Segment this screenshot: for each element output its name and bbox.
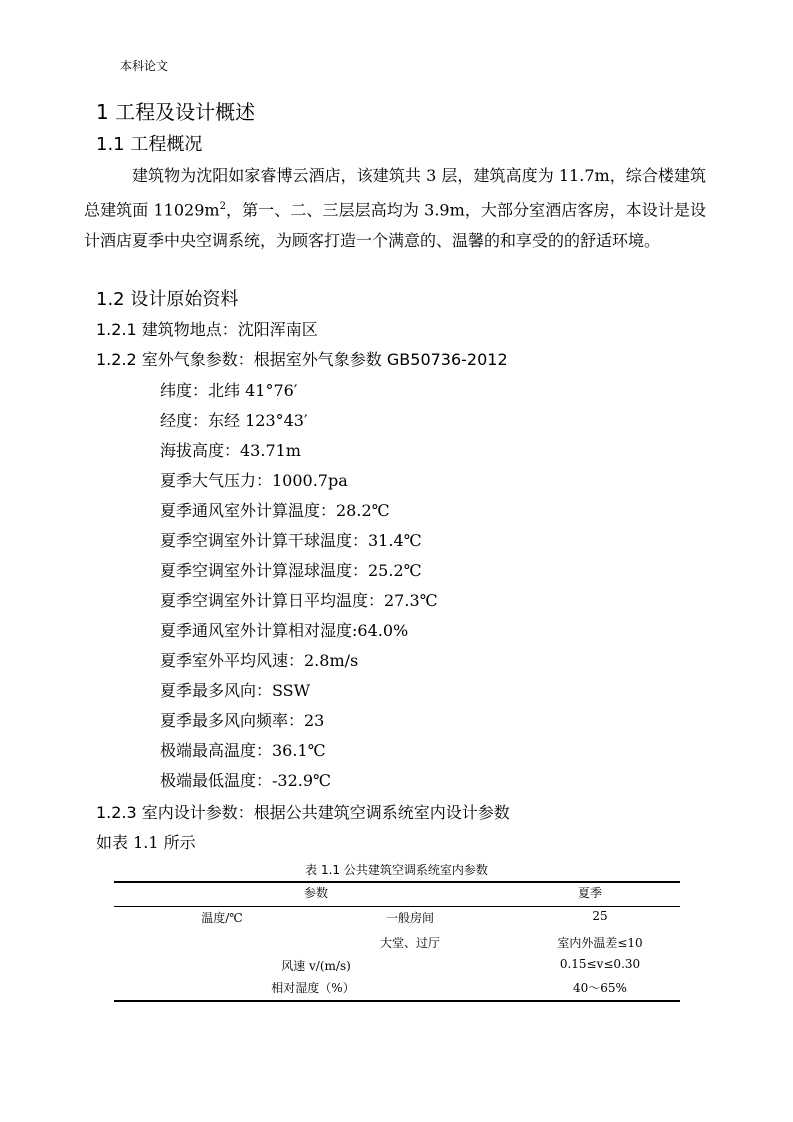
climate-item: 夏季大气压力：1000.7pa bbox=[160, 471, 348, 490]
table-header-summer: 夏季 bbox=[577, 886, 602, 900]
section-heading-1-2: 1.2 设计原始资料 bbox=[96, 289, 239, 310]
table-row2-val: 室内外温差≤10 bbox=[557, 936, 643, 950]
table-header-param: 参数 bbox=[303, 886, 328, 900]
climate-item: 夏季空调室外计算湿球温度：25.2℃ bbox=[160, 561, 422, 580]
table-temp-label: 温度/℃ bbox=[201, 911, 243, 925]
overview-text-b: ，第一、二、三层层高均为 3.9m，大部分室酒店客房，本设计是设计酒店夏季中央空调系统，为顾客打造一个满意的、温馨的和享受的的舒适环境。 bbox=[84, 200, 706, 251]
section-heading-1-2-2: 1.2.2 室外气象参数：根据室外气象参数 GB50736-2012 bbox=[96, 350, 508, 369]
table-row1-val: 25 bbox=[592, 909, 608, 923]
table-intro: 如表 1.1 所示 bbox=[96, 833, 196, 852]
climate-item: 极端最高温度：36.1℃ bbox=[160, 741, 326, 760]
page-header: 本科论文 bbox=[120, 59, 169, 73]
section-heading-1: 1 工程及设计概述 bbox=[96, 100, 256, 124]
table-header-rule bbox=[114, 906, 680, 907]
section-heading-1-1: 1.1 工程概况 bbox=[96, 134, 203, 155]
table-row4-val: 40～65% bbox=[573, 981, 627, 995]
outdoor-climate-list bbox=[160, 376, 438, 796]
climate-item: 夏季最多风向：SSW bbox=[160, 681, 311, 700]
table-row1-sub: 一般房间 bbox=[385, 911, 434, 925]
table-row2-sub: 大堂、过厅 bbox=[379, 936, 440, 950]
table-caption: 表 1.1 公共建筑空调系统室内参数 bbox=[305, 863, 488, 877]
climate-item: 纬度：北纬 41°76′ bbox=[160, 381, 298, 400]
climate-item: 海拔高度：43.71m bbox=[160, 441, 301, 460]
climate-item: 夏季空调室外计算干球温度：31.4℃ bbox=[160, 531, 422, 550]
climate-item: 夏季空调室外计算日平均温度：27.3℃ bbox=[160, 591, 438, 610]
table-row3-label: 风速 v/(m/s) bbox=[281, 959, 351, 973]
table-bottom-rule bbox=[114, 1000, 680, 1002]
table-row4-label: 相对湿度（%） bbox=[271, 981, 355, 995]
climate-item: 夏季室外平均风速：2.8m/s bbox=[160, 651, 359, 670]
overview-text-a: 建筑物为沈阳如家睿博云酒店，该建筑共 3 层，建筑高度为 11.7m，综合楼建筑总建筑面 11029m bbox=[84, 166, 706, 220]
climate-item: 夏季通风室外计算相对湿度:64.0% bbox=[160, 621, 409, 640]
overview-paragraph bbox=[84, 160, 706, 256]
section-heading-1-2-3: 1.2.3 室内设计参数：根据公共建筑空调系统室内设计参数 bbox=[96, 803, 510, 822]
climate-item: 夏季通风室外计算温度：28.2℃ bbox=[160, 501, 390, 520]
table-row3-val: 0.15≤v≤0.30 bbox=[559, 957, 641, 971]
table-top-rule bbox=[114, 881, 680, 883]
climate-item: 夏季最多风向频率：23 bbox=[160, 711, 325, 730]
section-heading-1-2-1: 1.2.1 建筑物地点：沈阳浑南区 bbox=[96, 320, 318, 339]
climate-item: 经度：东经 123°43′ bbox=[160, 411, 308, 430]
climate-item: 极端最低温度：-32.9℃ bbox=[160, 771, 331, 790]
superscript-2: 2 bbox=[219, 201, 226, 212]
